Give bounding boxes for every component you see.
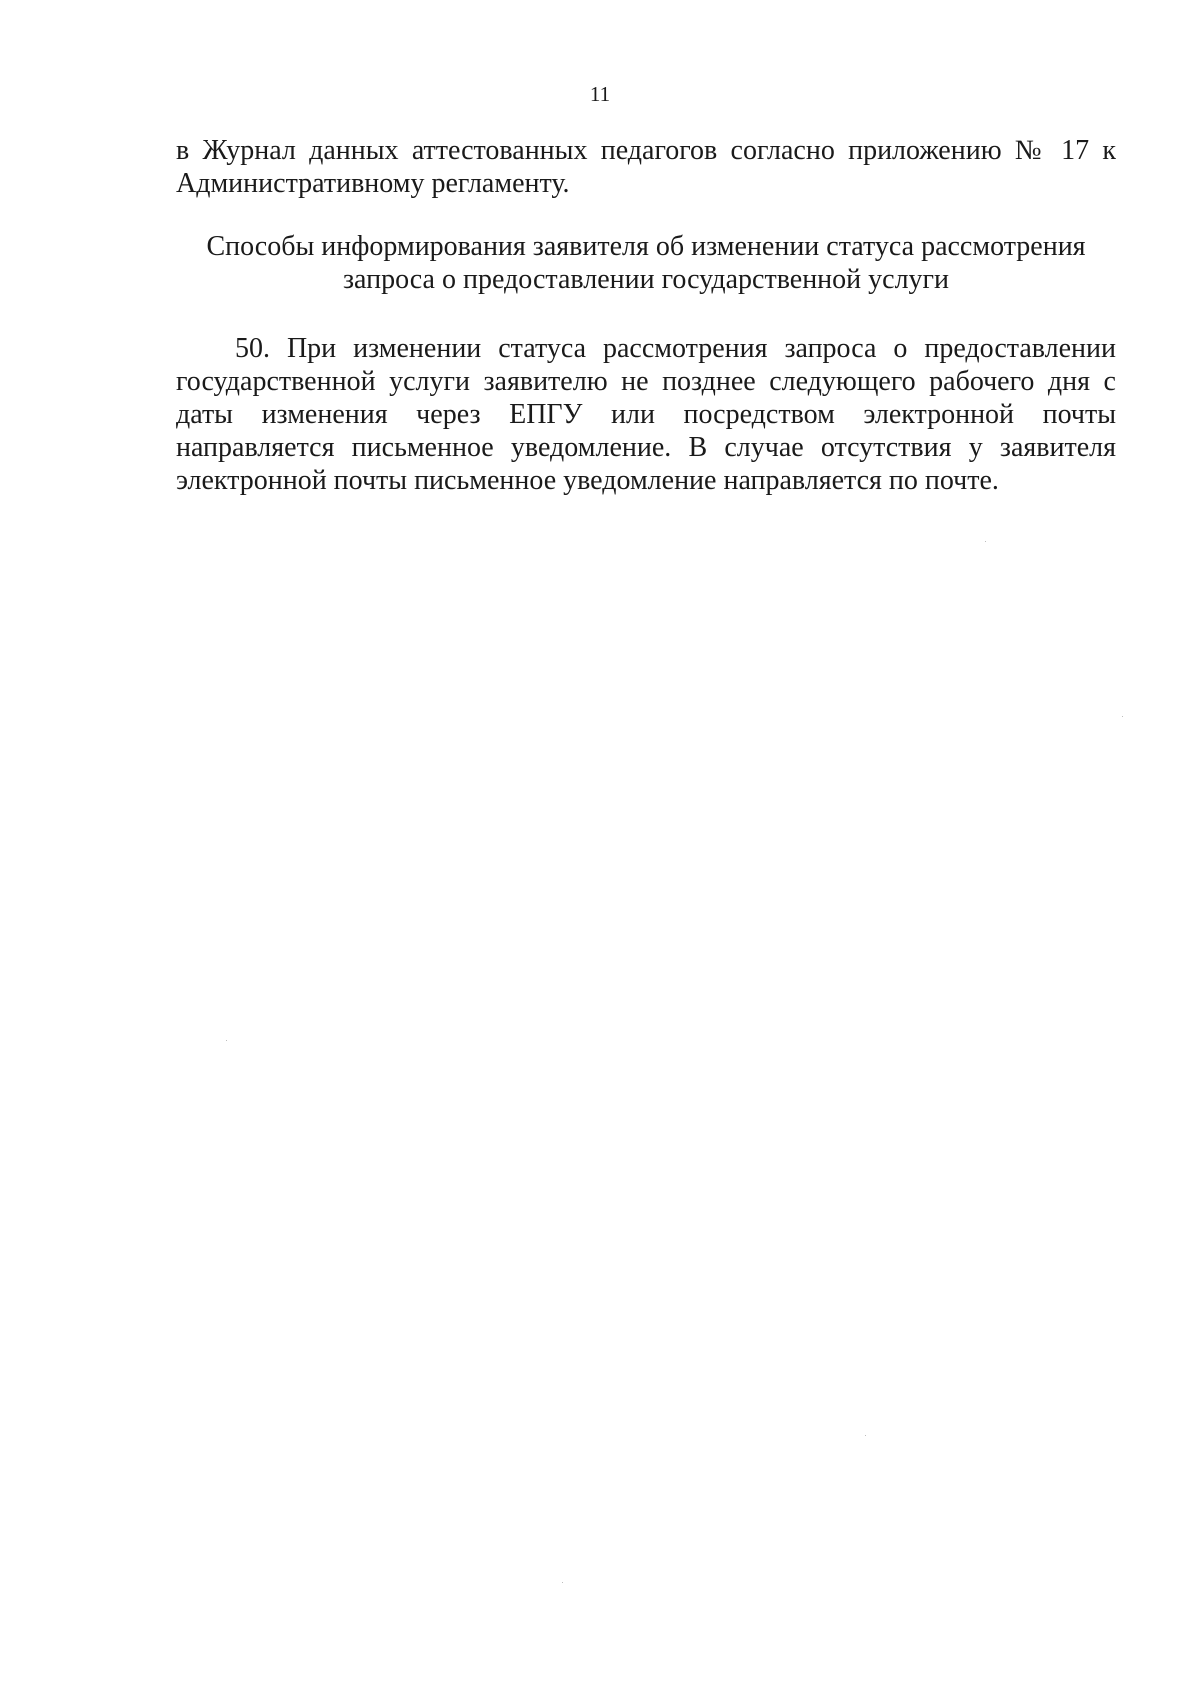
scan-speck: [226, 1040, 227, 1041]
continued-paragraph: в Журнал данных аттестованных педагогов согласно приложению № 17 к Административному регламенту.: [176, 135, 1116, 199]
section-heading-line-1: Способы информирования заявителя об изменении статуса рассмотрения: [206, 231, 1086, 262]
section-heading: [176, 230, 1116, 296]
paragraph-50: 50. При изменении статуса рассмотрения запроса о предоставлении государственной услуги заявителю не позднее следующего рабочего дня с даты изменения через ЕПГУ или посредством электронной почты направляется письменное уведомление. В случае отсутствия у заявителя электронной почты письменное уведомление направляется по почте.: [176, 333, 1116, 496]
scan-speck: [1122, 716, 1123, 717]
scan-speck: [865, 1435, 866, 1436]
section-heading-line-2: запроса о предоставлении государственной услуги: [342, 264, 950, 295]
scan-speck: [985, 541, 986, 542]
page-number: 11: [589, 82, 611, 106]
scan-speck: [562, 1582, 563, 1583]
